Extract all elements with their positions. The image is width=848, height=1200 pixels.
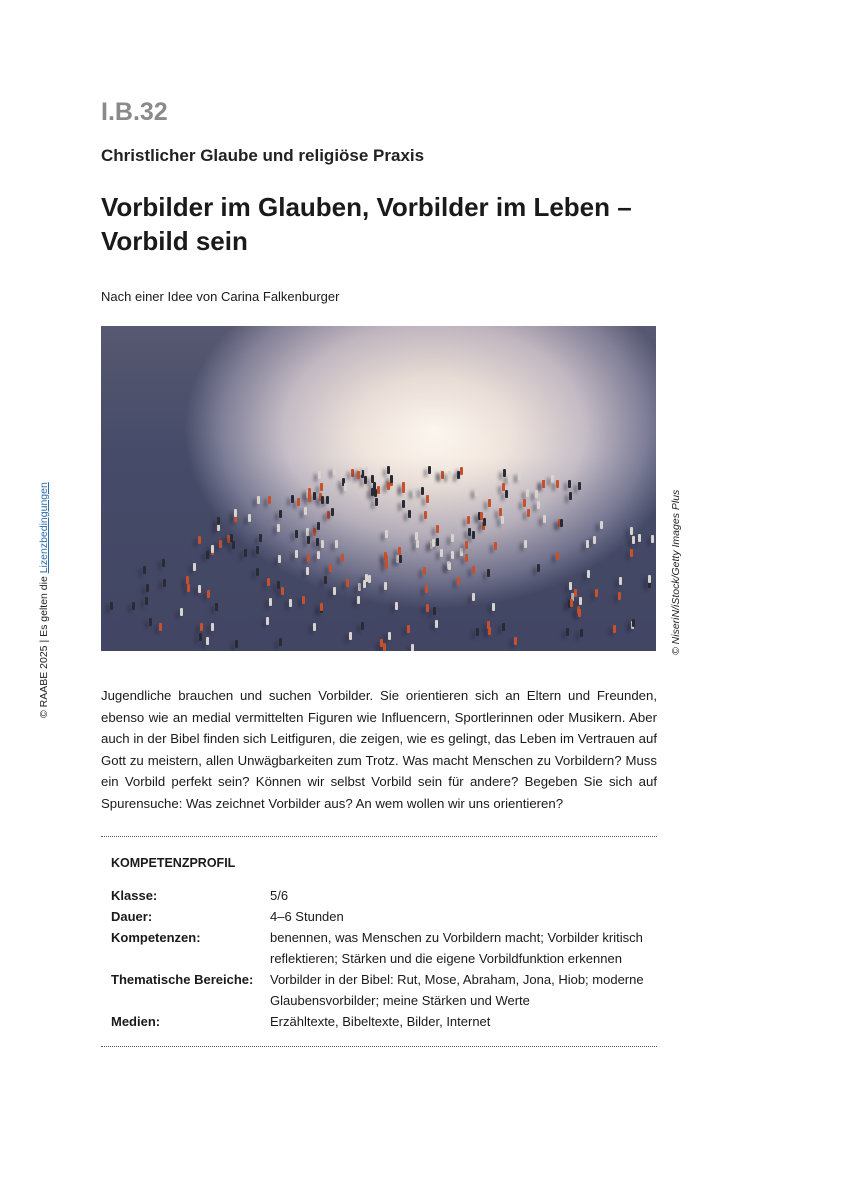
person-figure <box>269 598 272 606</box>
person-figure <box>527 509 530 517</box>
person-figure <box>535 490 538 498</box>
profile-value: benennen, was Menschen zu Vorbildern macht; Vorbilder kritisch reflektieren; Stärken und die eigene Vorbildfunktion erkennen <box>270 930 643 966</box>
person-figure <box>487 569 490 577</box>
author-line: Nach einer Idee von Carina Falkenburger <box>101 289 340 304</box>
person-figure <box>402 485 405 493</box>
person-figure <box>460 467 463 475</box>
person-figure <box>465 541 468 549</box>
title-line-1: Vorbilder im Glauben, Vorbilder im Leben – <box>101 192 632 222</box>
person-figure <box>574 589 577 597</box>
person-figure <box>487 621 490 629</box>
profile-label: Kompetenzen: <box>111 930 201 945</box>
person-figure <box>537 564 540 572</box>
profile-value: 4–6 Stunden <box>270 909 344 924</box>
person-figure <box>215 603 218 611</box>
divider-top <box>101 836 657 837</box>
person-figure <box>580 629 583 637</box>
person-figure <box>306 567 309 575</box>
person-figure <box>385 530 388 538</box>
person-figure <box>543 515 546 523</box>
person-figure <box>329 564 332 572</box>
person-figure <box>320 603 323 611</box>
person-figure <box>368 575 371 583</box>
profile-value: 5/6 <box>270 888 289 903</box>
person-figure <box>595 589 598 597</box>
person-figure <box>346 579 349 587</box>
person-figure <box>568 480 571 488</box>
person-figure <box>468 528 471 536</box>
person-figure <box>408 510 411 518</box>
person-figure <box>618 592 621 600</box>
person-figure <box>451 551 454 559</box>
person-figure <box>277 524 280 532</box>
person-figure <box>371 488 374 496</box>
person-figure <box>630 527 633 535</box>
person-figure <box>320 483 323 491</box>
person-figure <box>244 549 247 557</box>
person-figure <box>374 489 377 497</box>
person-figure <box>327 511 330 519</box>
person-figure <box>146 584 149 592</box>
person-figure <box>428 466 431 474</box>
person-figure <box>569 492 572 500</box>
person-figure <box>321 540 324 548</box>
person-figure <box>632 536 635 544</box>
person-figure <box>384 582 387 590</box>
person-figure <box>149 618 152 626</box>
person-figure <box>467 516 470 524</box>
person-figure <box>375 498 378 506</box>
profile-row <box>108 927 653 969</box>
person-figure <box>363 580 366 588</box>
profile-row <box>108 885 653 906</box>
person-figure <box>234 509 237 517</box>
person-figure <box>193 563 196 571</box>
person-figure <box>259 534 262 542</box>
person-figure <box>425 585 428 593</box>
person-figure <box>317 522 320 530</box>
profile-value: Erzähltexte, Bibeltexte, Bilder, Internet <box>270 1014 491 1029</box>
person-figure <box>207 590 210 598</box>
person-figure <box>385 555 388 563</box>
person-figure <box>200 623 203 631</box>
profile-label: Dauer: <box>111 909 153 924</box>
person-figure <box>488 499 491 507</box>
page-title <box>101 190 661 258</box>
person-figure <box>387 482 390 490</box>
person-figure <box>451 534 454 542</box>
person-figure <box>358 583 361 591</box>
person-figure <box>206 637 209 645</box>
person-figure <box>432 539 435 547</box>
person-figure <box>426 495 429 503</box>
person-figure <box>600 521 603 529</box>
person-figure <box>232 541 235 549</box>
person-figure <box>472 593 475 601</box>
profile-label: Thematische Bereiche: <box>111 972 254 987</box>
person-figure <box>313 528 316 536</box>
person-figure <box>556 480 559 488</box>
cover-photo-crowd <box>101 326 656 651</box>
person-figure <box>331 508 334 516</box>
title-line-2: Vorbild sein <box>101 226 248 256</box>
person-figure <box>198 536 201 544</box>
person-figure <box>448 471 451 479</box>
person-figure <box>556 552 559 560</box>
person-figure <box>586 540 589 548</box>
person-figure <box>364 476 367 484</box>
person-figure <box>186 576 189 584</box>
person-figure <box>306 528 309 536</box>
person-figure <box>524 540 527 548</box>
person-figure <box>460 548 463 556</box>
person-figure <box>436 538 439 546</box>
person-figure <box>333 467 336 475</box>
person-figure <box>578 482 581 490</box>
person-figure <box>390 475 393 483</box>
person-figure <box>502 483 505 491</box>
person-figure <box>399 555 402 563</box>
person-figure <box>279 510 282 518</box>
person-figure <box>357 596 360 604</box>
person-figure <box>648 575 651 583</box>
person-figure <box>266 617 269 625</box>
person-figure <box>277 581 280 589</box>
person-figure <box>411 644 414 651</box>
person-figure <box>475 488 478 496</box>
person-figure <box>499 508 502 516</box>
person-figure <box>502 623 505 631</box>
person-figure <box>256 546 259 554</box>
person-figure <box>344 483 347 491</box>
unit-code: I.B.32 <box>101 98 168 126</box>
person-figure <box>295 530 298 538</box>
intro-paragraph: Jugendliche brauchen und suchen Vorbilder. Sie orientieren sich an Eltern und Freunden, ebenso wie an medial vermittelten Figuren wie Influencern, Sportlerinnen oder Musikern. Aber auch in der Bibel finden sich Leitfiguren, die zeigen, wie es gelingt, das Leben im Vertrauen auf Gott zu meistern, allen Unwägbarkeiten zum Trotz. Was macht Menschen zu Vorbildern? Muss ein Vorbild perfekt sein? Können wir selbst Vorbild sein für andere? Begeben Sie sich auf Spurensuche: Was zeichnet Vorbilder aus? An wem wollen wir uns orientieren? <box>101 688 657 811</box>
person-figure <box>145 597 148 605</box>
divider-bottom <box>101 1046 657 1047</box>
person-figure <box>416 540 419 548</box>
person-figure <box>318 471 321 479</box>
person-figure <box>289 599 292 607</box>
person-figure <box>211 545 214 553</box>
person-figure <box>518 472 521 480</box>
person-figure <box>537 501 540 509</box>
copyright-sidebar <box>38 482 50 718</box>
person-figure <box>206 551 209 559</box>
person-figure <box>267 578 270 586</box>
person-figure <box>448 562 451 570</box>
person-figure <box>613 625 616 633</box>
person-figure <box>341 554 344 562</box>
person-figure <box>365 467 368 475</box>
photo-credit: © NiseriN/iStock/Getty Images Plus <box>670 489 682 655</box>
person-figure <box>398 547 401 555</box>
person-figure <box>326 496 329 504</box>
person-figure <box>476 628 479 636</box>
person-figure <box>560 519 563 527</box>
person-figure <box>377 486 380 494</box>
person-figure <box>651 535 654 543</box>
person-figure <box>317 551 320 559</box>
person-figure <box>503 469 506 477</box>
person-figure <box>436 525 439 533</box>
person-figure <box>313 492 316 500</box>
person-figure <box>413 488 416 496</box>
person-figure <box>435 620 438 628</box>
person-figure <box>402 500 405 508</box>
person-figure <box>187 584 190 592</box>
profile-row <box>108 969 653 1011</box>
person-figure <box>361 622 364 630</box>
person-figure <box>307 554 310 562</box>
person-figure <box>395 602 398 610</box>
person-figure <box>308 494 311 502</box>
person-figure <box>593 536 596 544</box>
person-figure <box>235 640 238 648</box>
person-figure <box>426 604 429 612</box>
person-figure <box>351 469 354 477</box>
person-figure <box>421 487 424 495</box>
person-figure <box>508 474 511 482</box>
person-figure <box>256 568 259 576</box>
person-figure <box>278 555 281 563</box>
person-figure <box>217 517 220 525</box>
person-figure <box>579 597 582 605</box>
competence-profile-table <box>108 885 653 1032</box>
person-figure <box>551 475 554 483</box>
profile-row <box>108 906 653 927</box>
person-figure <box>132 602 135 610</box>
person-figure <box>198 585 201 593</box>
person-figure <box>569 582 572 590</box>
person-figure <box>199 633 202 641</box>
person-figure <box>257 496 260 504</box>
person-figure <box>313 623 316 631</box>
person-figure <box>578 609 581 617</box>
person-figure <box>291 495 294 503</box>
person-figure <box>632 619 635 627</box>
person-figure <box>483 518 486 526</box>
person-figure <box>143 566 146 574</box>
person-figure <box>316 538 319 546</box>
person-figure <box>433 607 436 615</box>
person-figure <box>457 577 460 585</box>
person-figure <box>387 466 390 474</box>
person-figure <box>465 554 468 562</box>
person-figure <box>492 603 495 611</box>
person-figure <box>630 549 633 557</box>
person-figure <box>321 496 324 504</box>
person-figure <box>211 623 214 631</box>
person-figure <box>570 599 573 607</box>
person-figure <box>295 550 298 558</box>
person-figure <box>407 625 410 633</box>
person-figure <box>480 512 483 520</box>
category-heading: Christlicher Glaube und religiöse Praxis <box>101 146 425 165</box>
person-figure <box>304 507 307 515</box>
person-figure <box>441 471 444 479</box>
person-figure <box>297 498 300 506</box>
person-figure <box>219 540 222 548</box>
person-figure <box>566 628 569 636</box>
person-figure <box>514 637 517 645</box>
profile-row <box>108 1011 653 1032</box>
person-figure <box>180 608 183 616</box>
person-figure <box>523 499 526 507</box>
person-figure <box>472 531 475 539</box>
person-figure <box>357 471 360 479</box>
person-figure <box>501 516 504 524</box>
person-figure <box>162 559 165 567</box>
person-figure <box>159 623 162 631</box>
profile-heading: KOMPETENZPROFIL <box>111 856 236 870</box>
license-link[interactable]: Lizenzbedingungen <box>38 482 50 574</box>
person-figure <box>281 587 284 595</box>
person-figure <box>526 489 529 497</box>
person-figure <box>307 536 310 544</box>
person-figure <box>638 534 641 542</box>
person-figure <box>302 596 305 604</box>
profile-label: Klasse: <box>111 888 158 903</box>
person-figure <box>279 638 282 646</box>
person-figure <box>505 490 508 498</box>
person-figure <box>424 511 427 519</box>
person-figure <box>587 570 590 578</box>
person-figure <box>472 566 475 574</box>
person-figure <box>349 632 352 640</box>
profile-value: Vorbilder in der Bibel: Rut, Mose, Abraham, Jona, Hiob; moderne Glaubensvorbilder; meine Stärken und Werte <box>270 972 644 1008</box>
person-figure <box>383 643 386 651</box>
person-figure <box>163 579 166 587</box>
person-figure <box>423 567 426 575</box>
person-figure <box>440 549 443 557</box>
person-figure <box>335 540 338 548</box>
person-figure <box>388 632 391 640</box>
person-figure <box>248 514 251 522</box>
person-figure <box>542 480 545 488</box>
person-figure <box>324 576 327 584</box>
profile-label: Medien: <box>111 1014 161 1029</box>
person-figure <box>619 577 622 585</box>
copyright-text: © RAABE 2025 | Es gelten die <box>38 573 50 718</box>
